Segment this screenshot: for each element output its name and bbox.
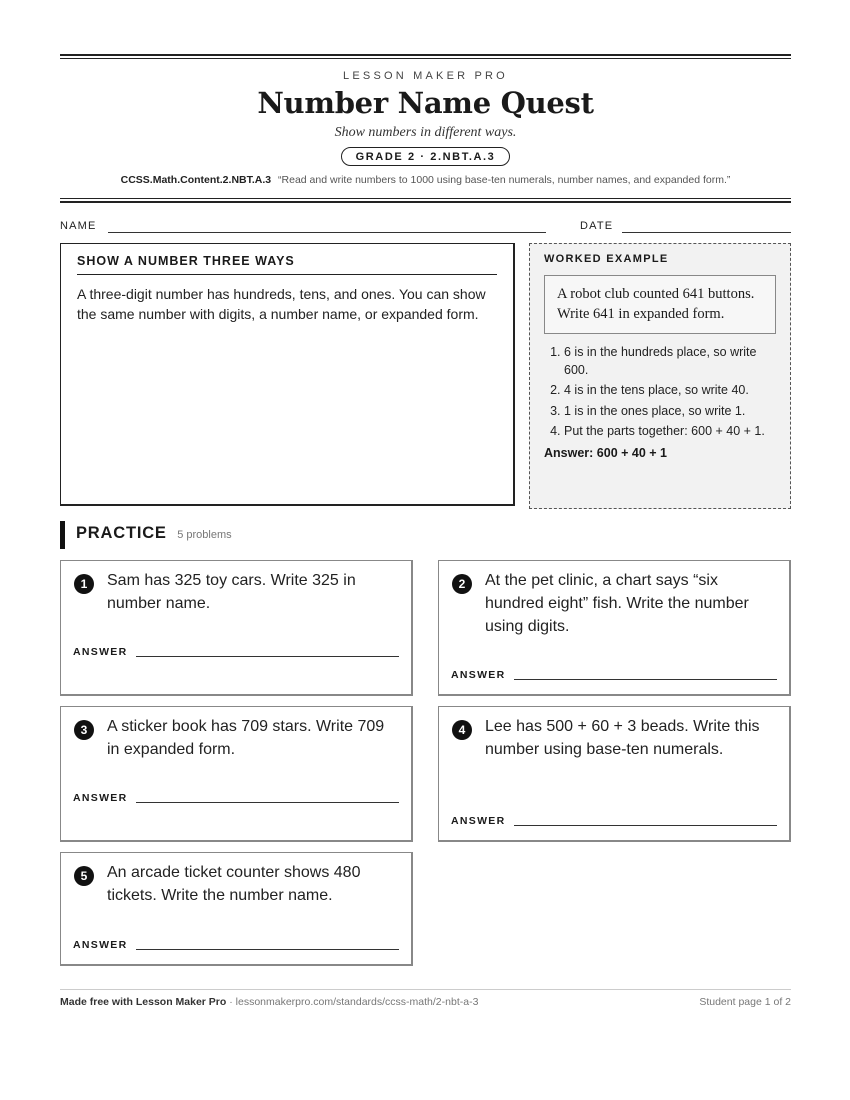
- date-field[interactable]: [622, 232, 791, 233]
- answer-field[interactable]: [514, 679, 777, 680]
- worksheet-page: [60, 54, 791, 549]
- standard-code: CCSS.Math.Content.2.NBT.A.3: [120, 174, 272, 186]
- page-title: Number Name Quest: [257, 86, 594, 120]
- footer-brand: Made free with Lesson Maker Pro: [60, 996, 227, 1008]
- worked-example-heading: WORKED EXAMPLE: [544, 253, 669, 265]
- worked-step: 1. 6 is in the hundreds place, so write 600.: [564, 344, 776, 379]
- page-subtitle: Show numbers in different ways.: [334, 125, 517, 140]
- problem-text: A sticker book has 709 stars. Write 709 in expanded form.: [107, 718, 385, 758]
- brand-label: LESSON MAKER PRO: [343, 70, 508, 82]
- answer-field[interactable]: [136, 802, 399, 803]
- answer-label: ANSWER: [451, 815, 506, 827]
- answer-label: ANSWER: [73, 939, 128, 951]
- problem-number-badge: 3: [74, 720, 94, 740]
- header-bottom-rule: [60, 198, 791, 203]
- intro-section: [60, 243, 791, 509]
- page-footer: [60, 989, 791, 1008]
- standard-text: “Read and write numbers to 1000 using base-ten numerals, number names, and expanded form.”: [278, 174, 731, 186]
- practice-card-4: [438, 706, 791, 842]
- page-number: Student page 1 of 2: [699, 996, 791, 1008]
- practice-count: 5 problems: [177, 529, 232, 541]
- problem-number-badge: 4: [452, 720, 472, 740]
- concept-body: A three-digit number has hundreds, tens, and ones. You can show the same number with digits, a number name, or expanded form.: [77, 286, 486, 322]
- answer-label: ANSWER: [73, 792, 128, 804]
- practice-card-2: [438, 560, 791, 696]
- problem-text: At the pet clinic, a chart says “six hundred eight” fish. Write the number using digits.: [485, 572, 749, 635]
- practice-card-5: [60, 852, 413, 966]
- worked-step: 2. 4 is in the tens place, so write 40.: [564, 382, 776, 400]
- practice-heading: PRACTICE: [76, 524, 167, 542]
- footer-link[interactable]: · lessonmakerpro.com/standards/ccss-math/2-nbt-a-3: [229, 996, 479, 1008]
- problem-number-badge: 2: [452, 574, 472, 594]
- date-label: DATE: [580, 220, 614, 232]
- name-field[interactable]: [108, 232, 546, 233]
- practice-card-3: [60, 706, 413, 842]
- name-label: NAME: [60, 220, 97, 232]
- answer-field[interactable]: [136, 656, 399, 657]
- practice-header: [60, 521, 791, 549]
- worked-step: 4. Put the parts together: 600 + 40 + 1.: [564, 423, 776, 441]
- problem-text: An arcade ticket counter shows 480 tickets. Write the number name.: [107, 864, 361, 904]
- problem-number-badge: 1: [74, 574, 94, 594]
- problem-text: Sam has 325 toy cars. Write 325 in number name.: [107, 572, 356, 612]
- answer-label: ANSWER: [73, 646, 128, 658]
- worked-example-box: [529, 243, 791, 509]
- standard-line: [60, 174, 791, 186]
- problem-number-badge: 5: [74, 866, 94, 886]
- worked-example-problem: A robot club counted 641 buttons. Write 641 in expanded form.: [544, 275, 776, 334]
- concept-heading: SHOW A NUMBER THREE WAYS: [77, 254, 497, 275]
- practice-card-1: [60, 560, 413, 696]
- answer-field[interactable]: [514, 825, 777, 826]
- problem-text: Lee has 500 + 60 + 3 beads. Write this number using base-ten numerals.: [485, 718, 760, 758]
- grade-badge: GRADE 2 · 2.NBT.A.3: [341, 147, 511, 166]
- worked-example-answer: Answer: 600 + 40 + 1: [544, 445, 667, 460]
- concept-box: [60, 243, 515, 506]
- answer-label: ANSWER: [451, 669, 506, 681]
- header-top-rule: [60, 54, 791, 59]
- answer-field[interactable]: [136, 949, 399, 950]
- worked-example-steps: [544, 344, 776, 441]
- worked-step: 3. 1 is in the ones place, so write 1.: [564, 403, 776, 421]
- name-date-row: [60, 217, 791, 237]
